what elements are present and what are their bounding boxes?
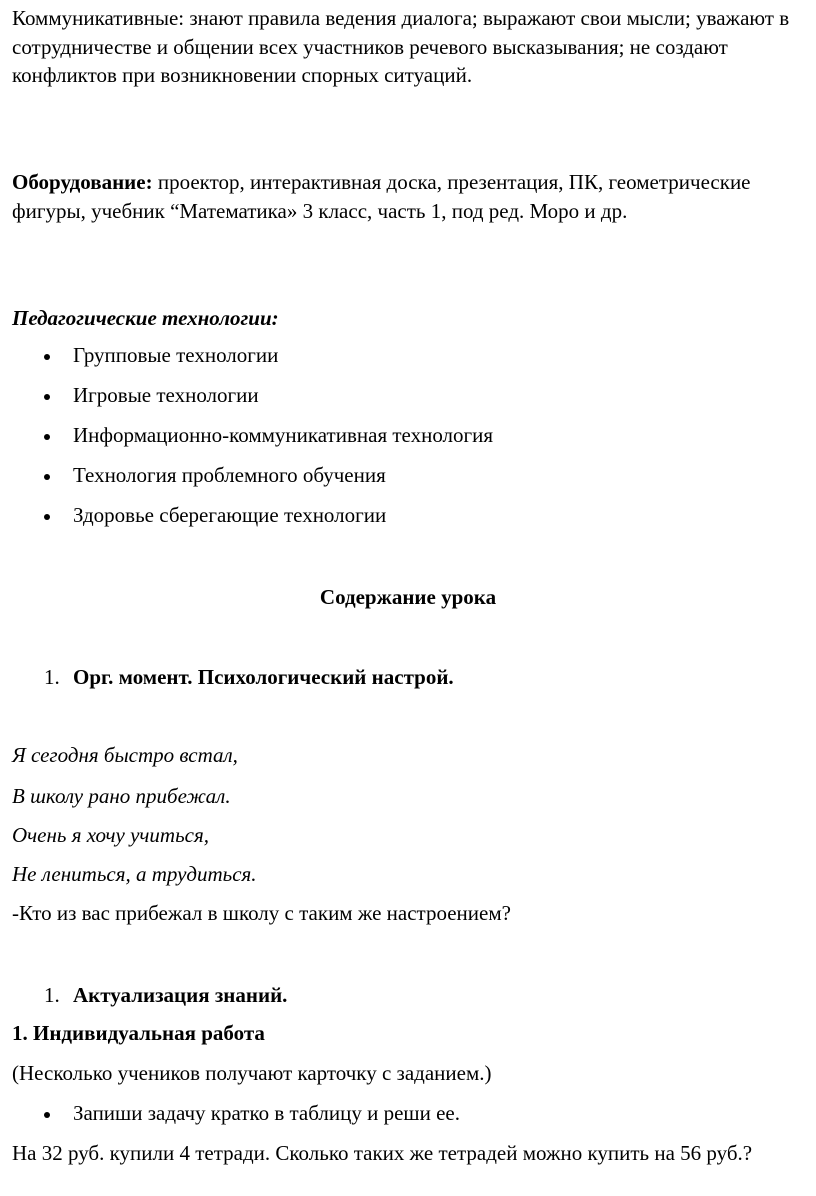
section-title: Актуализация знаний. xyxy=(73,983,288,1007)
list-item: Технология проблемного обучения xyxy=(73,463,386,487)
poem-line: Я сегодня быстро встал, xyxy=(12,743,238,767)
communicative-paragraph xyxy=(12,4,804,90)
equipment-paragraph xyxy=(12,168,804,225)
section-title: Орг. момент. Психологический настрой. xyxy=(73,665,454,689)
bullet-icon xyxy=(44,501,54,529)
task-bullet: Запиши задачу кратко в таблицу и реши ее. xyxy=(73,1101,460,1125)
equipment-text: проектор, интерактивная доска, презентация, ПК, геометрические фигуры, учебник “Математика» 3 класс, часть 1, под ред. Моро и др. xyxy=(12,170,751,223)
list-item: Информационно-коммуникативная технология xyxy=(73,423,494,447)
list-item: Групповые технологии xyxy=(73,343,279,367)
bullet-icon xyxy=(44,341,54,369)
bullet-icon xyxy=(44,421,54,449)
bullet-icon xyxy=(44,1099,54,1127)
list-item: Здоровье сберегающие технологии xyxy=(73,503,387,527)
communicative-text: знают правила ведения диалога; выражают свои мысли; уважают в сотрудничестве и общении всех участников речевого высказывания; не создают конфликтов при возникновении спорных ситуаций. xyxy=(12,6,790,87)
technologies-heading: Педагогические технологии: xyxy=(12,306,279,330)
note-text: (Несколько учеников получают карточку с заданием.) xyxy=(12,1061,492,1085)
poem-line: Очень я хочу учиться, xyxy=(12,823,209,847)
problem-text: На 32 руб. купили 4 тетради. Сколько таких же тетрадей можно купить на 56 руб.? xyxy=(12,1141,753,1165)
section-number: 1. xyxy=(44,665,60,689)
lesson-title: Содержание урока xyxy=(319,585,497,609)
bullet-icon xyxy=(44,381,54,409)
question-text: -Кто из вас прибежал в школу с таким же настроением? xyxy=(12,901,511,925)
subsection-title: 1. Индивидуальная работа xyxy=(12,1021,265,1045)
bullet-icon xyxy=(44,461,54,489)
poem-line: В школу рано прибежал. xyxy=(12,784,231,808)
equipment-label: Оборудование: xyxy=(12,170,153,194)
list-item: Игровые технологии xyxy=(73,383,259,407)
poem-line: Не лениться, а трудиться. xyxy=(12,862,257,886)
communicative-label: Коммуникативные: xyxy=(12,6,185,30)
section-number: 1. xyxy=(44,983,60,1007)
